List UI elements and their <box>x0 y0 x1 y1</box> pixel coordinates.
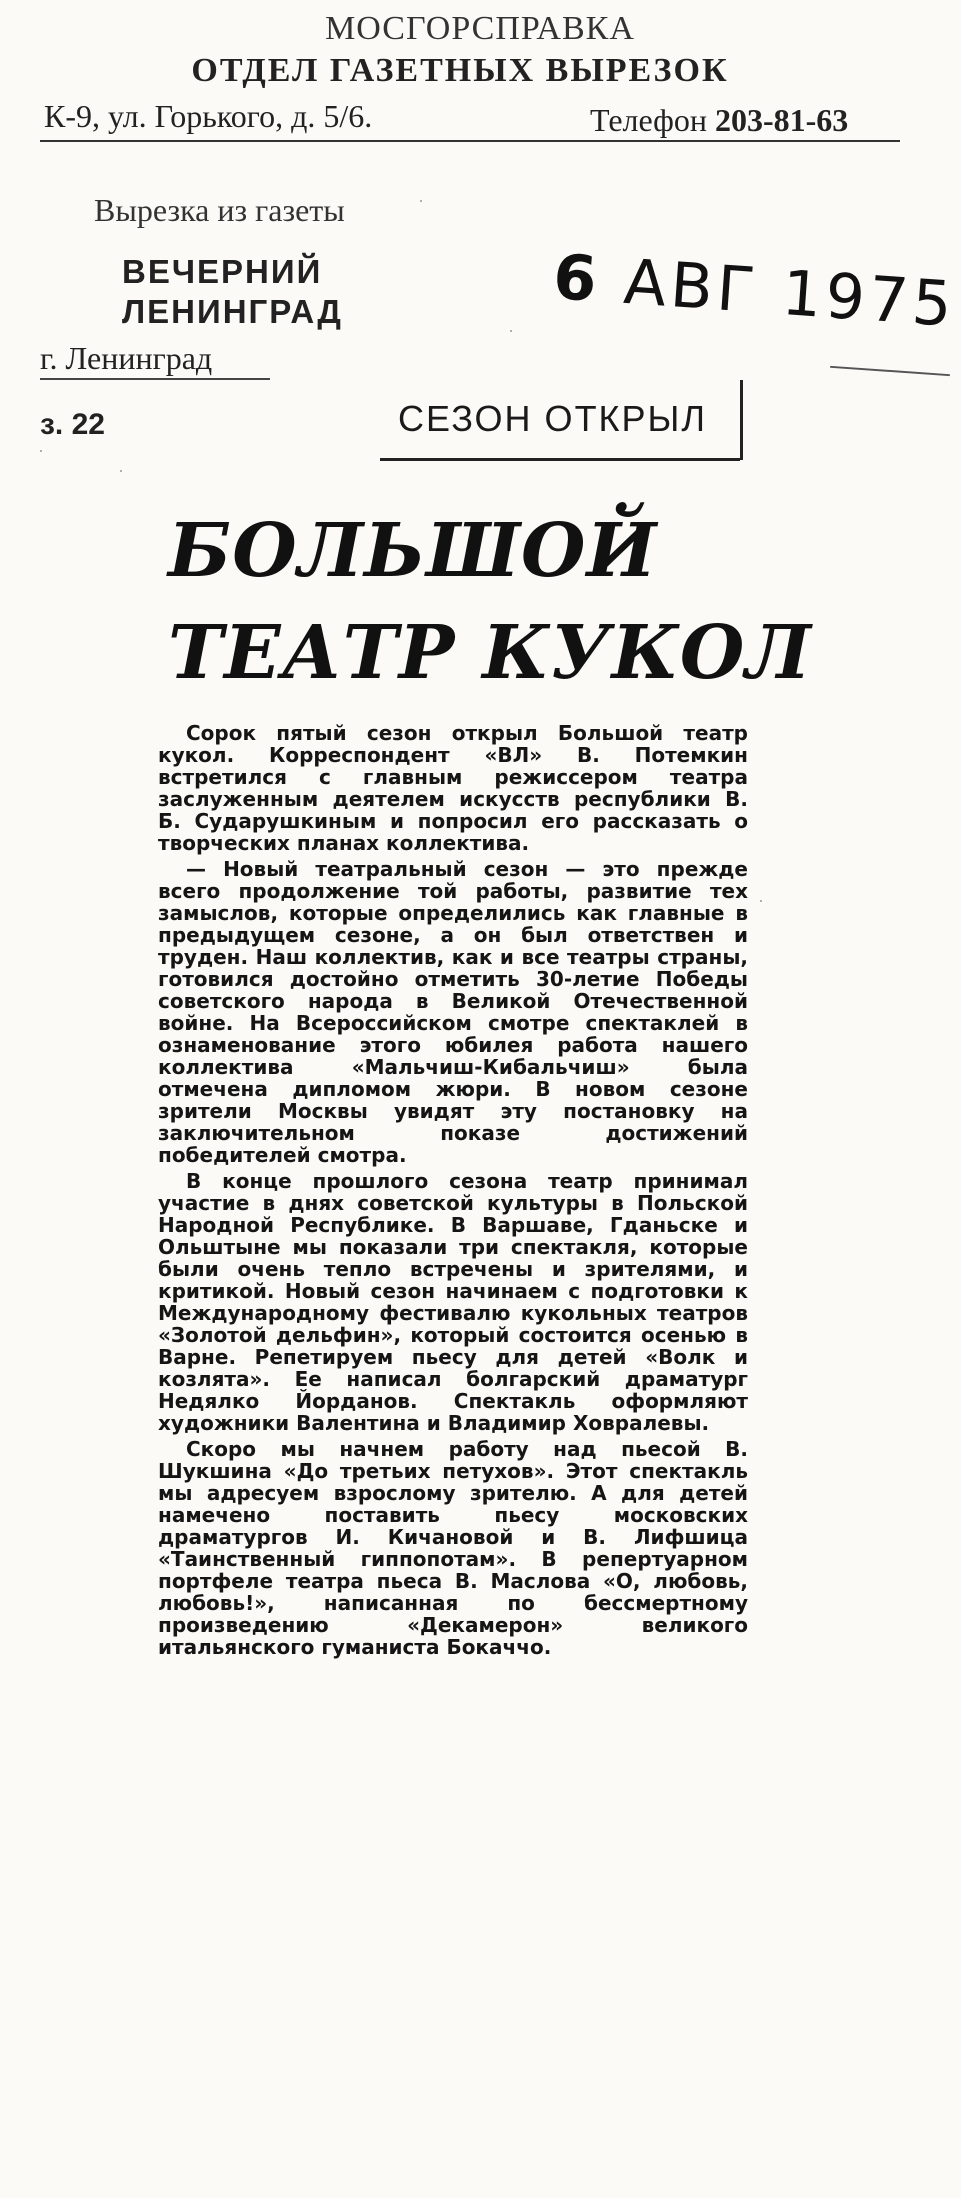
city-underline <box>40 378 270 380</box>
rubric-underline <box>380 458 740 461</box>
headline-line1: БОЛЬШОЙ <box>168 508 658 594</box>
article-paragraph: — Новый театральный сезон — это прежде всего продолжение той работы, развитие тех замыслов, которые определились как главные в предыдущем сезоне, а он был ответствен и труден. Наш коллектив, как и все театры страны, готовился достойно отметить 30-летие Победы советского народа в Великой Отечественной войне. На Всероссийском смотре спектаклей в ознаменование этого юбилея работа нашего коллектива «Мальчиш-Кибальчиш» была отмечена дипломом жюри. В новом сезоне зрители Москвы увидят эту постановку на заключительном показе достижений победителей смотра. <box>158 857 748 1167</box>
print-speck <box>760 900 762 902</box>
newspaper-name <box>122 252 343 332</box>
header-divider <box>40 140 900 142</box>
print-speck <box>420 200 422 202</box>
date-stamp <box>551 240 958 341</box>
rubric-title: СЕЗОН ОТКРЫЛ <box>398 398 708 439</box>
article-body <box>158 722 748 1658</box>
article-paragraph: Сорок пятый сезон открыл Большой театр кукол. Корреспондент «ВЛ» В. Потемкин встретился с главным режиссером театра заслуженным деятелем искусств республики В. Б. Сударушкиным и попросил его рассказать о творческих планах коллектива. <box>158 721 748 855</box>
print-speck <box>510 330 512 332</box>
department-name: ОТДЕЛ ГАЗЕТНЫХ ВЫРЕЗОК <box>191 52 729 89</box>
headline-line2: ТЕАТР КУКОЛ <box>168 610 812 696</box>
clipping-label: Вырезка из газеты <box>94 192 345 228</box>
phone-label: Телефон <box>590 102 707 138</box>
newspaper-name-line2: ЛЕНИНГРАД <box>122 293 343 330</box>
city-label: г. Ленинград <box>40 340 213 376</box>
article-paragraph: Скоро мы начнем работу над пьесой В. Шукшина «До третьих петухов». Этот спектакль мы адресуем взрослому зрителю. А для детей намечено поставить пьесу московских драматургов И. Кичановой и В. Лифшица «Таинственный гиппопотам». В репертуарном портфеле театра пьеса В. Маслова «О, любовь, любовь!», написанная по бессмертному произведению «Декамерон» великого итальянского гуманиста Бокаччо. <box>158 1437 748 1659</box>
phone-number: 203-81-63 <box>714 102 849 138</box>
print-speck <box>40 450 42 452</box>
newspaper-name-line1: ВЕЧЕРНИЙ <box>122 253 323 290</box>
article-paragraph: В конце прошлого сезона театр принимал участие в днях советской культуры в Польской Народной Республике. В Варшаве, Гданьске и Ольштыне мы показали три спектакля, которые были очень тепло встречены и зрителями, и критикой. Новый сезон начинаем с подготовки к Международному фестивалю кукольных театров «Золотой дельфин», который состоится осенью в Варне. Репетируем пьесу для детей «Волк и козлята». Ее написал болгарский драматург Недялко Йорданов. Спектакль оформляют художники Валентина и Владимир Ховралевы. <box>158 1169 748 1435</box>
print-speck <box>120 470 122 472</box>
stamp-month-year: АВГ 1975 <box>621 244 959 341</box>
stamp-underline <box>830 366 950 376</box>
address-line: К-9, ул. Горького, д. 5/6. <box>44 98 373 134</box>
organization-name: МОСГОРСПРАВКА <box>325 10 635 47</box>
phone-line <box>590 102 848 139</box>
rubric-bracket <box>740 380 743 460</box>
stamp-day: 6 <box>550 240 604 317</box>
article-headline <box>168 500 812 704</box>
issue-number: з. 22 <box>40 408 105 441</box>
